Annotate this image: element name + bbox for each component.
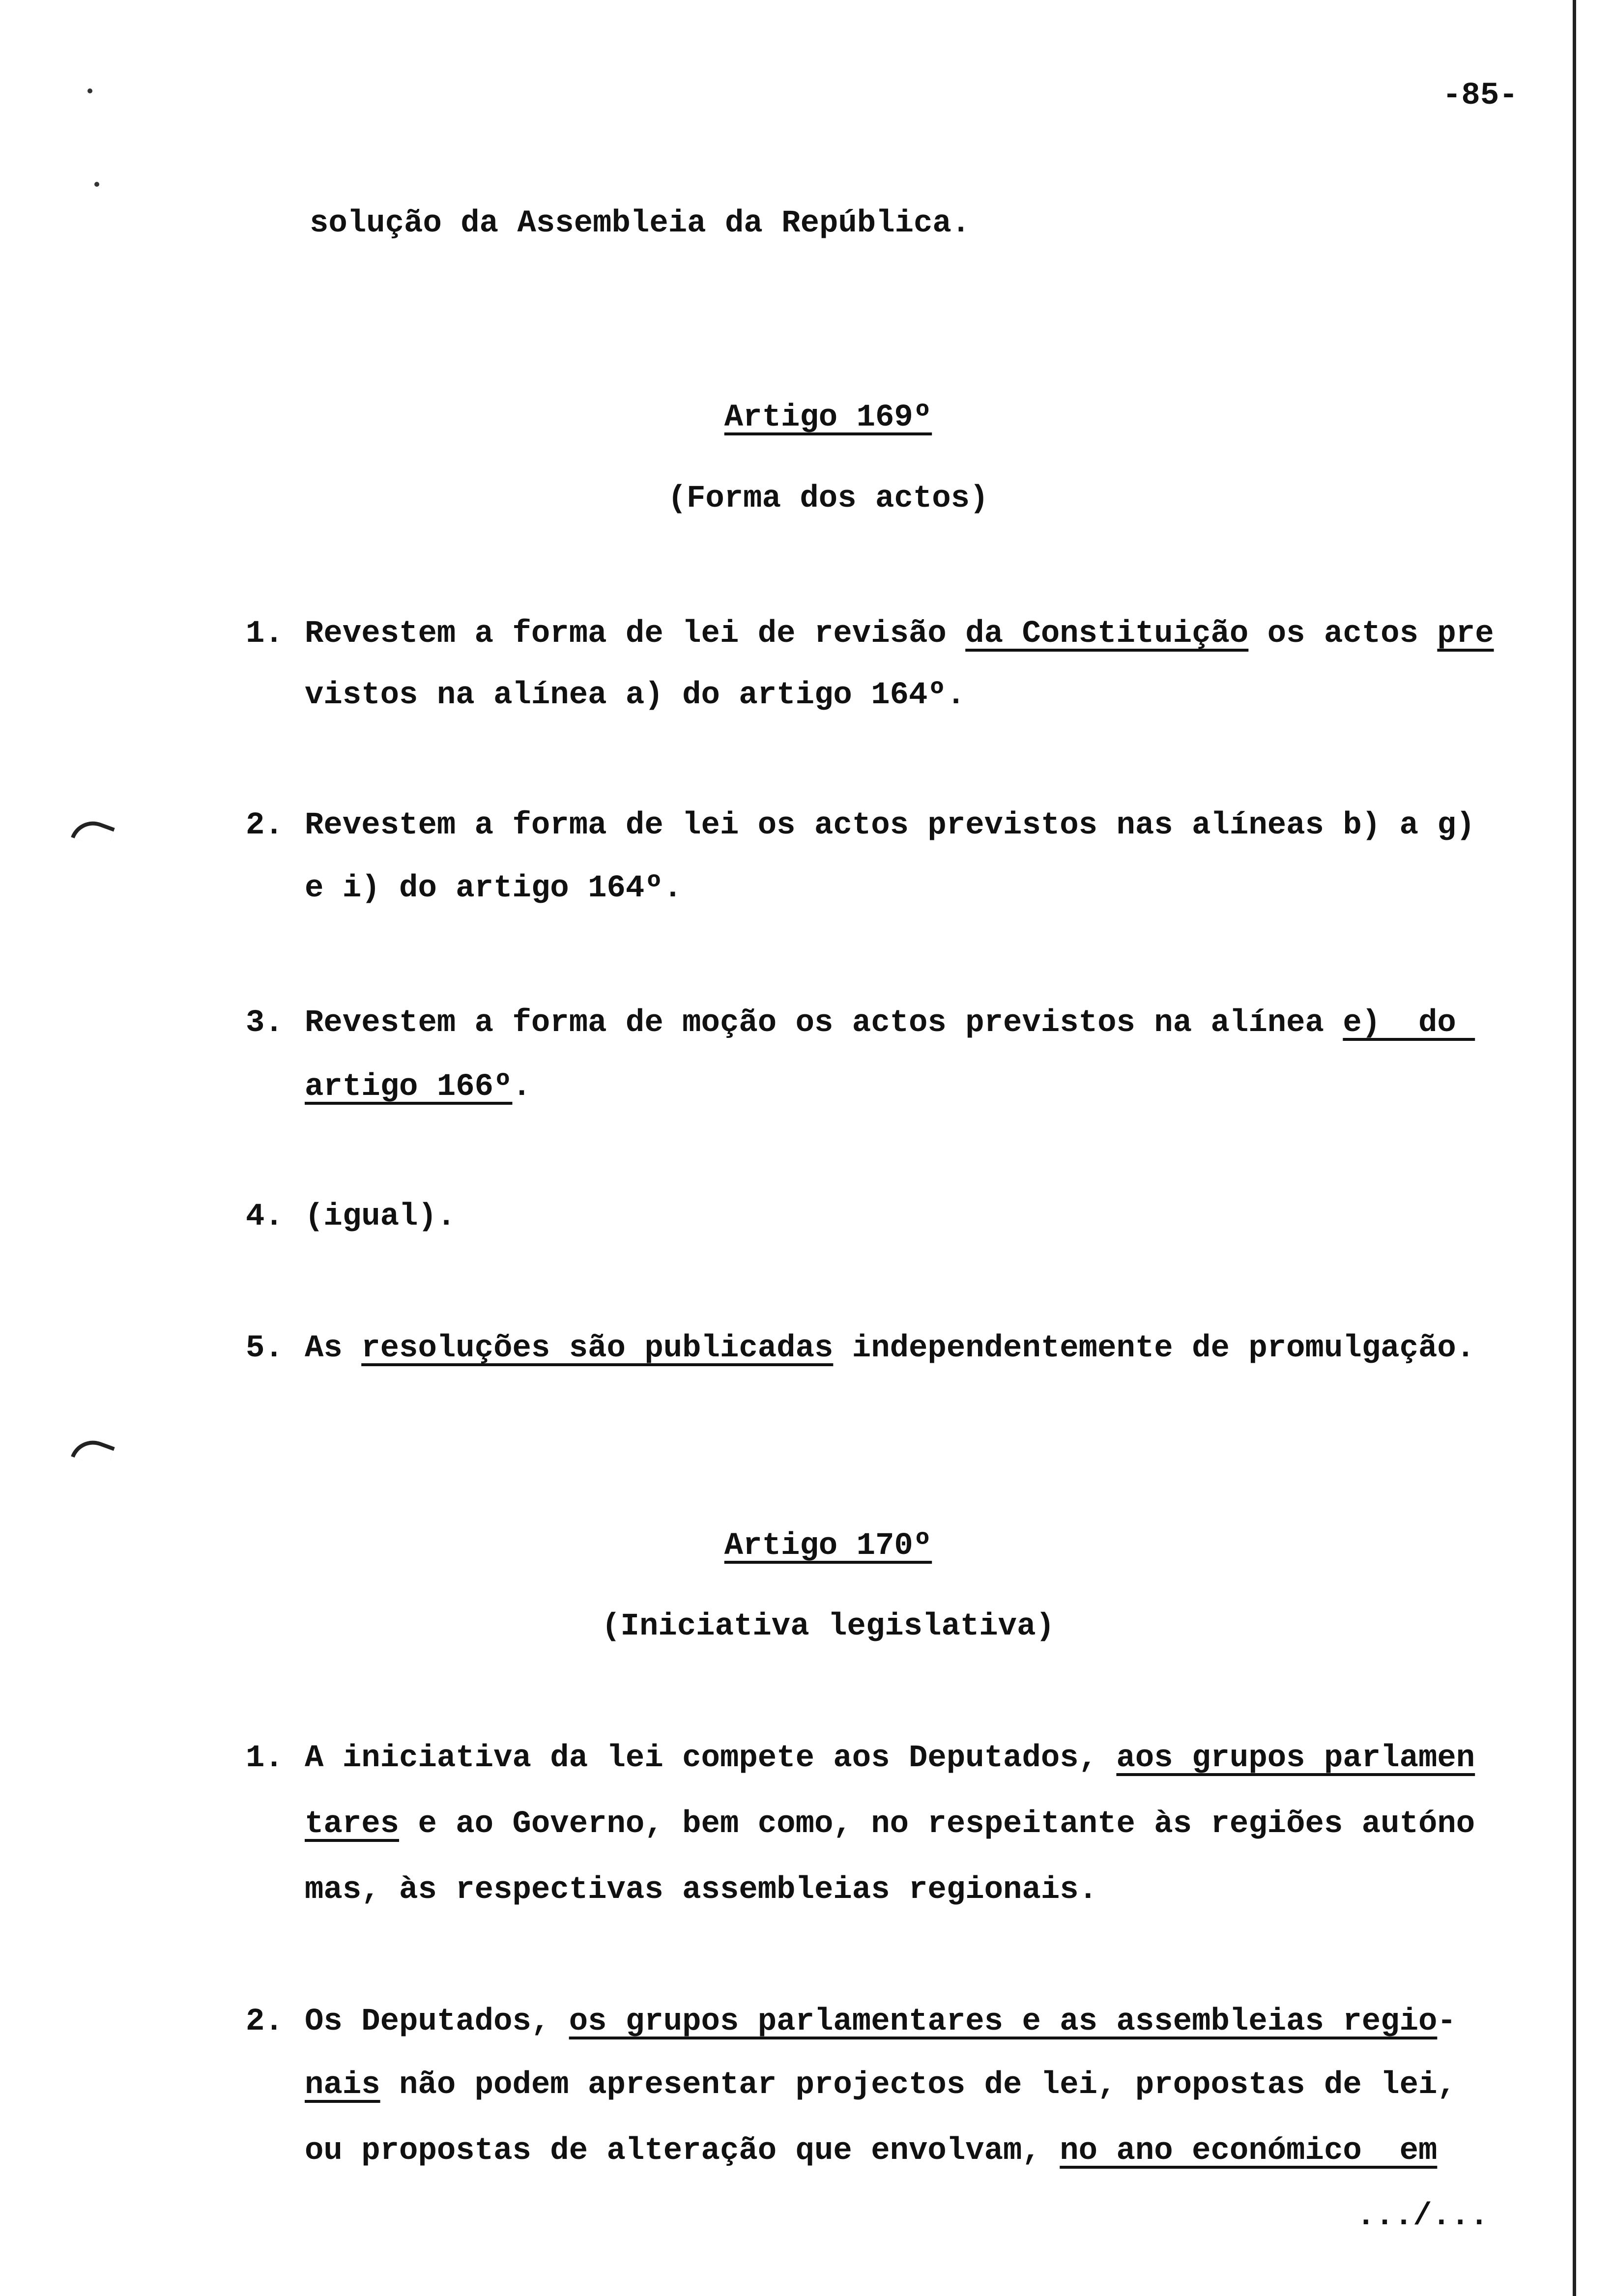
item-number: 2. [246,808,284,843]
item-text-line [305,614,1494,654]
item-text-line [305,1805,1475,1844]
scan-speck [87,88,92,93]
continued-marker: .../... [1356,2199,1489,2234]
underlined-text: nais [305,2067,380,2103]
page-number: -85- [1442,78,1518,114]
item-number: 2. [246,2004,284,2039]
item-number: 1. [246,616,284,652]
text-segment: os actos [1248,616,1438,652]
page-edge-border [1573,0,1576,2296]
underlined-text: os grupos parlamentares e as assembleias regio [569,2004,1438,2039]
continuation-text: solução da Assembleia da República. [310,206,971,241]
underlined-text: e) do [1343,1005,1475,1041]
underlined-text: no ano económico em [1060,2133,1438,2169]
item-text-line [305,1329,1475,1368]
item-text-line [305,1870,1097,1910]
article-heading [0,1526,1612,1566]
text-segment: (igual). [305,1199,456,1234]
underlined-text: artigo 166º [305,1069,513,1105]
underlined-text: da Constituição [965,616,1249,652]
binder-hole-mark [71,1434,115,1469]
scan-speck [94,182,99,187]
text-segment: e ao Governo, bem como, no respeitante às regiões autóno [399,1807,1475,1842]
article-subtitle: (Iniciativa legislativa) [602,1609,1055,1644]
text-segment: Revestem a forma de lei os actos previstos nas alíneas b) a g) [305,808,1475,843]
item-text-line [305,1004,1475,1043]
item-text-line [305,869,682,908]
underlined-text: pre [1437,616,1494,652]
item-text-line [305,2002,1456,2041]
binder-hole-mark [71,815,115,850]
underlined-text: aos grupos parlamen [1116,1741,1475,1776]
text-segment: Os Deputados, [305,2004,569,2039]
text-segment: As [305,1331,362,1366]
item-text-line [305,2131,1437,2171]
text-segment: não podem apresentar projectos de lei, propostas de lei, [380,2067,1456,2103]
underlined-text: resoluções são publicadas [361,1331,834,1366]
text-segment: A iniciativa da lei compete aos Deputados, [305,1741,1117,1776]
text-segment: vistos na alínea a) do artigo 164º. [305,678,966,713]
item-number: 1. [246,1741,284,1776]
text-segment: e i) do artigo 164º. [305,871,683,906]
text-segment: mas, às respectivas assembleias regionais. [305,1872,1098,1908]
item-text-line [305,1197,456,1236]
text-segment: Revestem a forma de lei de revisão [305,616,966,652]
article-heading [0,398,1612,437]
article-subtitle: (Forma dos actos) [667,481,989,517]
text-segment: - [1437,2004,1456,2039]
item-text-line [305,806,1475,845]
text-segment: . [512,1069,531,1105]
article-heading-text: Artigo 170º [724,1528,932,1564]
item-text-line [305,2066,1456,2105]
item-number: 5. [246,1331,284,1366]
text-segment: ou propostas de alteração que envolvam, [305,2133,1060,2169]
text-segment: Revestem a forma de moção os actos previstos na alínea [305,1005,1343,1041]
item-text-line [305,676,965,715]
item-number: 4. [246,1199,284,1234]
item-number: 3. [246,1005,284,1041]
text-segment: independentemente de promulgação. [833,1331,1475,1366]
item-text-line [305,1067,531,1107]
underlined-text: tares [305,1807,400,1842]
item-text-line [305,1739,1475,1778]
article-heading-text: Artigo 169º [724,400,932,435]
